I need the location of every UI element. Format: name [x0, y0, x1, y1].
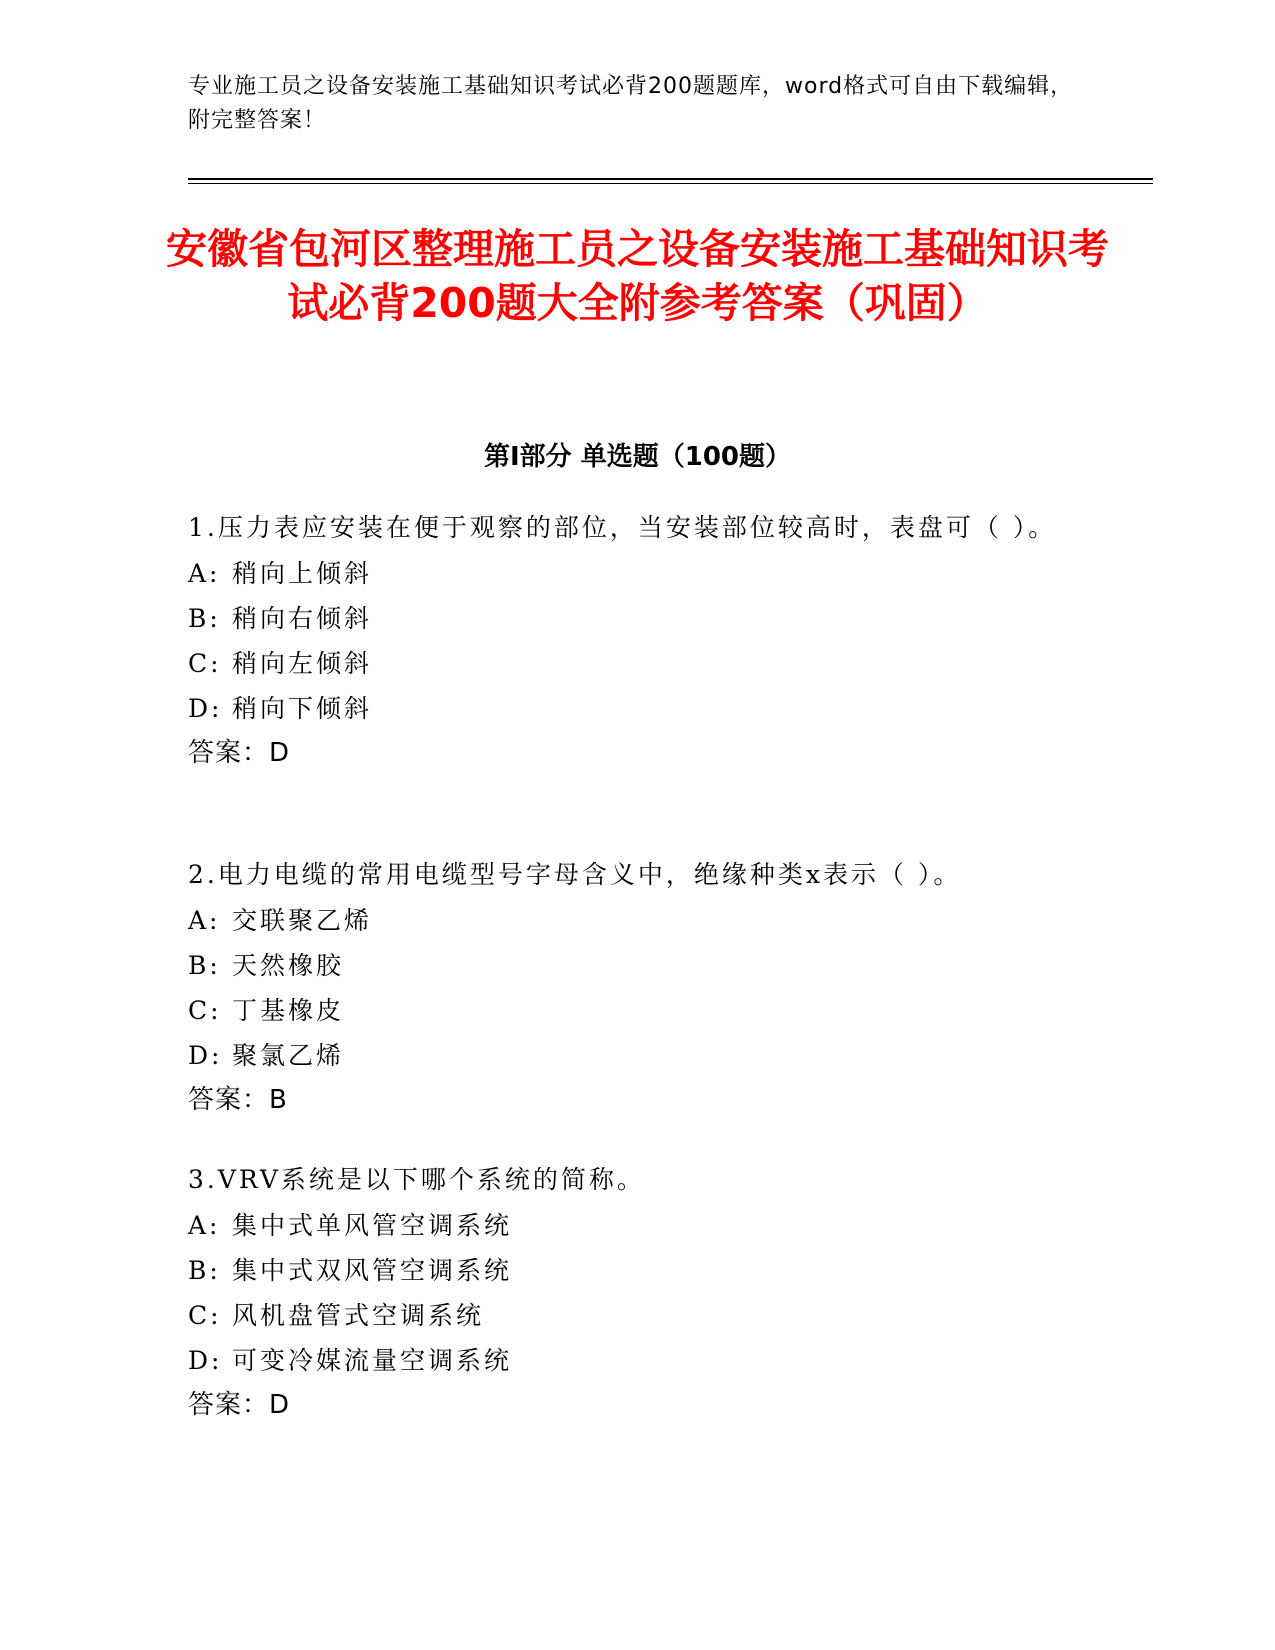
section-title: 第Ⅰ部分 单选题（100题） — [484, 442, 791, 472]
question-text: 2.电力电缆的常用电缆型号字母含义中，绝缘种类x表示（ ）。 — [188, 860, 962, 889]
option-d — [188, 1338, 1088, 1383]
option-text: 交联聚乙烯 — [232, 906, 373, 935]
option-text: 风机盘管式空调系统 — [232, 1301, 485, 1330]
option-letter: A: — [188, 906, 221, 935]
document-title: 安徽省包河区整理施工员之设备安装施工基础知识考试必背200题大全附参考答案（巩固） — [166, 225, 1109, 327]
option-text: 稍向下倾斜 — [232, 694, 373, 723]
option-b — [188, 943, 1088, 988]
answer-text: 答案：B — [188, 1085, 288, 1115]
option-letter: B: — [188, 604, 221, 633]
option-letter: C: — [188, 649, 222, 678]
answer-text: 答案：D — [188, 738, 291, 768]
option-text: 集中式单风管空调系统 — [232, 1211, 513, 1240]
option-c — [188, 1293, 1088, 1338]
option-a — [188, 898, 1088, 943]
option-text: 集中式双风管空调系统 — [232, 1256, 513, 1285]
header-rule-thin — [188, 183, 1153, 184]
header-rule-thick — [188, 178, 1153, 180]
question-text: 3.VRV系统是以下哪个系统的简称。 — [188, 1165, 645, 1194]
option-text: 稍向右倾斜 — [232, 604, 373, 633]
option-c — [188, 641, 1088, 686]
option-a — [188, 1203, 1088, 1248]
option-d — [188, 686, 1088, 731]
option-letter: C: — [188, 1301, 222, 1330]
option-letter: A: — [188, 1211, 221, 1240]
option-d — [188, 1033, 1088, 1078]
option-letter: D: — [188, 1346, 223, 1375]
option-a — [188, 551, 1088, 596]
answer-text: 答案：D — [188, 1390, 291, 1420]
option-letter: D: — [188, 1041, 223, 1070]
option-b — [188, 596, 1088, 641]
option-letter: A: — [188, 559, 221, 588]
option-text: 丁基橡皮 — [232, 996, 345, 1025]
option-letter: B: — [188, 1256, 221, 1285]
option-b — [188, 1248, 1088, 1293]
option-text: 稍向上倾斜 — [232, 559, 373, 588]
option-c — [188, 988, 1088, 1033]
header-note: 专业施工员之设备安装施工基础知识考试必背200题题库，word格式可自由下载编辑，附完整答案！ — [188, 74, 1074, 133]
question-block — [188, 852, 1088, 1123]
option-letter: B: — [188, 951, 221, 980]
option-text: 稍向左倾斜 — [232, 649, 373, 678]
question-block — [188, 505, 1088, 776]
option-text: 可变冷媒流量空调系统 — [232, 1346, 513, 1375]
option-letter: C: — [188, 996, 222, 1025]
question-block — [188, 1157, 1088, 1428]
option-letter: D: — [188, 694, 223, 723]
option-text: 聚氯乙烯 — [232, 1041, 345, 1070]
option-text: 天然橡胶 — [232, 951, 345, 980]
question-text: 1.压力表应安装在便于观察的部位，当安装部位较高时，表盘可（ ）。 — [188, 513, 1057, 542]
